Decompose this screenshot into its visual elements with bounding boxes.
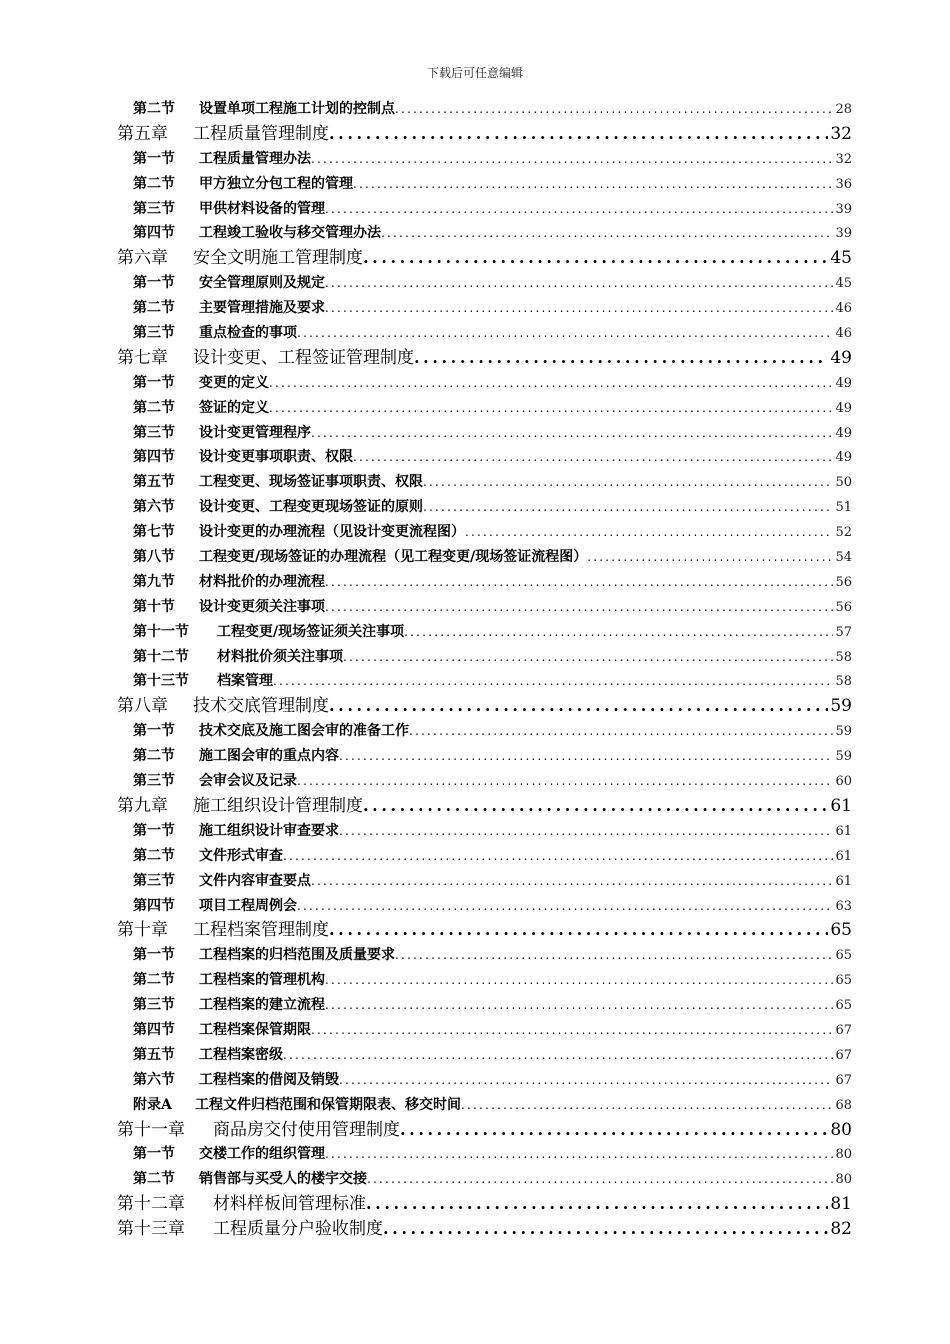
toc-dot-leader xyxy=(325,968,833,993)
toc-entry-label xyxy=(133,943,395,968)
toc-dot-leader xyxy=(404,620,833,645)
toc-dot-leader xyxy=(325,197,833,222)
toc-page-number: 46 xyxy=(835,326,852,342)
toc-entry-title: 技术交底及施工图会审的准备工作 xyxy=(199,723,409,740)
toc-dot-leader xyxy=(325,595,833,620)
toc-entry-number: 第十二章 xyxy=(117,1194,185,1215)
toc-entry-number: 第一节 xyxy=(133,275,175,292)
toc-entry-title: 设计变更管理程序 xyxy=(199,424,311,441)
toc-section-entry[interactable] xyxy=(117,620,852,645)
toc-entry-number: 第五节 xyxy=(133,1046,175,1063)
toc-entry-label xyxy=(133,545,587,570)
toc-section-entry[interactable] xyxy=(117,869,852,894)
toc-section-entry[interactable] xyxy=(117,495,852,520)
toc-page-number: 56 xyxy=(835,599,852,615)
toc-entry-number: 第八章 xyxy=(117,696,168,717)
toc-entry-title: 材料批价须关注事项 xyxy=(217,648,343,665)
toc-page-number: 49 xyxy=(835,400,852,416)
toc-page-number: 60 xyxy=(835,774,852,790)
toc-page-number: 80 xyxy=(835,1172,852,1188)
toc-entry-title: 工程档案的建立流程 xyxy=(199,997,325,1014)
toc-entry-title: 主要管理措施及要求 xyxy=(199,300,325,317)
toc-section-entry[interactable] xyxy=(117,147,852,172)
toc-section-entry[interactable] xyxy=(117,396,852,421)
toc-dot-leader xyxy=(325,296,833,321)
toc-page-number: 59 xyxy=(830,696,852,717)
toc-dot-leader xyxy=(297,321,833,346)
toc-entry-label xyxy=(133,1068,339,1093)
toc-entry-number: 第九节 xyxy=(133,573,175,590)
toc-entry-title: 工程档案的借阅及销毁 xyxy=(199,1071,339,1088)
toc-entry-number: 第二节 xyxy=(133,1171,175,1188)
toc-entry-number: 第六章 xyxy=(117,248,168,269)
toc-dot-leader xyxy=(311,869,833,894)
toc-chapter-entry[interactable] xyxy=(117,918,852,943)
toc-entry-number: 第五节 xyxy=(133,474,175,491)
toc-entry-title: 工程变更/现场签证须关注事项 xyxy=(217,623,405,640)
toc-entry-title: 交楼工作的组织管理 xyxy=(199,1146,325,1163)
toc-page-number: 45 xyxy=(835,276,852,292)
toc-dot-leader xyxy=(325,993,833,1018)
toc-entry-number: 第六节 xyxy=(133,499,175,516)
table-of-contents xyxy=(117,97,852,1242)
toc-entry-label xyxy=(117,1118,400,1143)
toc-dot-leader xyxy=(269,396,833,421)
toc-entry-number: 第四节 xyxy=(133,225,175,242)
toc-section-entry[interactable] xyxy=(117,97,852,122)
toc-section-entry[interactable] xyxy=(117,669,852,694)
toc-section-entry[interactable] xyxy=(117,819,852,844)
toc-page-number: 80 xyxy=(835,1147,852,1163)
toc-section-entry[interactable] xyxy=(117,1068,852,1093)
toc-entry-title: 材料批价的办理流程 xyxy=(199,573,325,590)
toc-entry-title: 商品房交付使用管理制度 xyxy=(213,1119,400,1140)
toc-entry-title: 工程变更/现场签证的办理流程（见工程变更/现场签证流程图） xyxy=(199,549,588,566)
toc-dot-leader xyxy=(353,445,833,470)
toc-chapter-entry[interactable] xyxy=(117,1192,852,1217)
toc-chapter-entry[interactable] xyxy=(117,122,852,147)
toc-entry-label xyxy=(133,221,381,246)
toc-entry-label xyxy=(133,321,297,346)
toc-section-entry[interactable] xyxy=(117,1142,852,1167)
toc-dot-leader xyxy=(423,470,833,495)
toc-page-number: 51 xyxy=(835,500,852,516)
toc-page-number: 67 xyxy=(835,1072,852,1088)
toc-entry-label xyxy=(133,1093,461,1118)
toc-entry-label xyxy=(133,819,339,844)
toc-page-number: 49 xyxy=(830,347,852,368)
toc-entry-number: 第二节 xyxy=(133,399,175,416)
toc-entry-number: 第六节 xyxy=(133,1071,175,1088)
toc-entry-title: 工程质量管理办法 xyxy=(199,150,311,167)
toc-dot-leader xyxy=(283,1043,833,1068)
toc-dot-leader xyxy=(269,371,833,396)
toc-entry-label xyxy=(133,147,311,172)
toc-dot-leader xyxy=(329,918,828,943)
toc-entry-label xyxy=(133,844,283,869)
page-header-note: 下载后可任意编辑 xyxy=(426,66,523,80)
toc-entry-label xyxy=(133,371,269,396)
toc-entry-title: 重点检查的事项 xyxy=(199,325,297,342)
toc-section-entry[interactable] xyxy=(117,993,852,1018)
toc-section-entry[interactable] xyxy=(117,172,852,197)
toc-entry-label xyxy=(133,1167,367,1192)
toc-dot-leader xyxy=(273,669,833,694)
toc-section-entry[interactable] xyxy=(117,520,852,545)
toc-page-number: 52 xyxy=(835,525,852,541)
toc-page-number: 32 xyxy=(835,151,852,167)
toc-entry-title: 材料样板间管理标准 xyxy=(213,1194,366,1215)
toc-dot-leader xyxy=(409,719,833,744)
toc-section-entry[interactable] xyxy=(117,1043,852,1068)
toc-entry-label xyxy=(133,495,423,520)
toc-section-entry[interactable] xyxy=(117,470,852,495)
toc-dot-leader xyxy=(339,1068,833,1093)
toc-dot-leader xyxy=(400,1118,828,1143)
toc-section-entry[interactable] xyxy=(117,1167,852,1192)
toc-page-number: 61 xyxy=(835,873,852,889)
toc-entry-title: 施工组织设计审查要求 xyxy=(199,822,339,839)
toc-entry-title: 签证的定义 xyxy=(199,399,269,416)
toc-section-entry[interactable] xyxy=(117,545,852,570)
toc-entry-title: 文件内容审查要点 xyxy=(199,872,311,889)
toc-section-entry[interactable] xyxy=(117,1018,852,1043)
toc-entry-number: 第三节 xyxy=(133,773,175,790)
toc-dot-leader xyxy=(465,520,833,545)
toc-entry-label xyxy=(117,1192,366,1217)
toc-entry-title: 甲方独立分包工程的管理 xyxy=(199,175,353,192)
toc-page-number: 59 xyxy=(835,749,852,765)
toc-dot-leader xyxy=(329,694,828,719)
toc-entry-label xyxy=(117,694,329,719)
toc-page-number: 49 xyxy=(835,425,852,441)
toc-page-number: 63 xyxy=(835,898,852,914)
toc-entry-title: 施工组织设计管理制度 xyxy=(193,795,363,816)
toc-section-entry[interactable] xyxy=(117,645,852,670)
toc-section-entry[interactable] xyxy=(117,844,852,869)
toc-entry-label xyxy=(117,246,363,271)
toc-entry-number: 第一节 xyxy=(133,374,175,391)
toc-dot-leader xyxy=(423,495,833,520)
toc-entry-title: 项目工程周例会 xyxy=(199,897,297,914)
toc-entry-label xyxy=(133,869,311,894)
toc-page-number: 80 xyxy=(830,1119,852,1140)
toc-page-number: 46 xyxy=(835,301,852,317)
toc-entry-title: 工程档案管理制度 xyxy=(193,920,329,941)
toc-entry-number: 第十一节 xyxy=(133,623,189,640)
toc-entry-title: 工程变更、现场签证事项职责、权限 xyxy=(199,474,423,491)
toc-section-entry[interactable] xyxy=(117,271,852,296)
toc-dot-leader xyxy=(297,769,833,794)
toc-entry-label xyxy=(133,445,353,470)
toc-dot-leader xyxy=(297,894,833,919)
toc-entry-title: 工程竣工验收与移交管理办法 xyxy=(199,225,381,242)
toc-entry-title: 销售部与买受人的楼宇交接 xyxy=(199,1171,367,1188)
toc-dot-leader xyxy=(587,545,833,570)
toc-entry-title: 工程质量分户验收制度 xyxy=(213,1219,383,1240)
toc-entry-number: 第一节 xyxy=(133,947,175,964)
toc-entry-title: 设计变更、工程签证管理制度 xyxy=(193,347,414,368)
toc-entry-title: 变更的定义 xyxy=(199,374,269,391)
toc-section-entry[interactable] xyxy=(117,719,852,744)
toc-entry-title: 工程档案密级 xyxy=(199,1046,283,1063)
toc-page-number: 61 xyxy=(835,848,852,864)
toc-page-number: 67 xyxy=(835,1022,852,1038)
toc-dot-leader xyxy=(363,246,828,271)
toc-entry-number: 第十三章 xyxy=(117,1219,185,1240)
toc-entry-number: 第四节 xyxy=(133,1021,175,1038)
toc-entry-number: 第三节 xyxy=(133,325,175,342)
toc-section-entry[interactable] xyxy=(117,1093,852,1118)
toc-section-entry[interactable] xyxy=(117,968,852,993)
toc-entry-title: 安全管理原则及规定 xyxy=(199,275,325,292)
toc-page-number: 65 xyxy=(835,998,852,1014)
toc-entry-label xyxy=(133,172,353,197)
toc-entry-title: 施工图会审的重点内容 xyxy=(199,748,339,765)
toc-entry-number: 第五章 xyxy=(117,123,168,144)
toc-entry-label xyxy=(117,1217,383,1242)
toc-page-number: 65 xyxy=(830,920,852,941)
toc-entry-label xyxy=(133,470,423,495)
toc-entry-number: 第十章 xyxy=(117,920,168,941)
toc-entry-title: 工程档案的归档范围及质量要求 xyxy=(199,947,395,964)
toc-dot-leader xyxy=(311,147,833,172)
toc-chapter-entry[interactable] xyxy=(117,794,852,819)
toc-section-entry[interactable] xyxy=(117,296,852,321)
toc-entry-number: 第二节 xyxy=(133,972,175,989)
toc-entry-label xyxy=(117,794,363,819)
toc-entry-label xyxy=(133,421,311,446)
toc-entry-label xyxy=(133,1018,311,1043)
toc-entry-number: 第十一章 xyxy=(117,1119,185,1140)
toc-entry-label xyxy=(133,669,273,694)
toc-entry-number: 第三节 xyxy=(133,200,175,217)
toc-entry-label xyxy=(117,122,329,147)
toc-entry-label xyxy=(133,620,404,645)
toc-entry-label xyxy=(133,719,409,744)
toc-page-number: 65 xyxy=(835,948,852,964)
toc-dot-leader xyxy=(329,122,828,147)
toc-section-entry[interactable] xyxy=(117,197,852,222)
toc-section-entry[interactable] xyxy=(117,943,852,968)
toc-entry-number: 第七节 xyxy=(133,524,175,541)
toc-page-number: 58 xyxy=(835,649,852,665)
toc-entry-number: 第二节 xyxy=(133,748,175,765)
toc-section-entry[interactable] xyxy=(117,570,852,595)
toc-entry-label xyxy=(133,197,325,222)
toc-section-entry[interactable] xyxy=(117,445,852,470)
toc-entry-title: 工程档案保管期限 xyxy=(199,1021,311,1038)
toc-entry-number: 第九章 xyxy=(117,795,168,816)
toc-dot-leader xyxy=(366,1192,828,1217)
toc-page-number: 39 xyxy=(835,226,852,242)
toc-entry-label xyxy=(133,894,297,919)
toc-entry-title: 技术交底管理制度 xyxy=(193,696,329,717)
toc-dot-leader xyxy=(381,221,833,246)
toc-page-number: 57 xyxy=(835,624,852,640)
toc-entry-title: 工程质量管理制度 xyxy=(193,123,329,144)
toc-entry-title: 会审会议及记录 xyxy=(199,773,297,790)
toc-entry-label xyxy=(133,968,325,993)
toc-dot-leader xyxy=(363,794,828,819)
toc-page-number: 36 xyxy=(835,176,852,192)
toc-entry-number: 第一节 xyxy=(133,150,175,167)
toc-entry-number: 附录A xyxy=(133,1096,172,1113)
toc-entry-label xyxy=(117,918,329,943)
toc-page-number: 56 xyxy=(835,574,852,590)
toc-entry-number: 第二节 xyxy=(133,847,175,864)
toc-chapter-entry[interactable] xyxy=(117,694,852,719)
toc-entry-label xyxy=(133,520,465,545)
toc-dot-leader xyxy=(311,1018,833,1043)
toc-entry-number: 第二节 xyxy=(133,175,175,192)
toc-entry-number: 第七章 xyxy=(117,347,168,368)
toc-page-number: 45 xyxy=(830,248,852,269)
toc-page-number: 59 xyxy=(835,724,852,740)
toc-entry-number: 第十二节 xyxy=(133,648,189,665)
toc-section-entry[interactable] xyxy=(117,769,852,794)
toc-entry-number: 第三节 xyxy=(133,997,175,1014)
toc-dot-leader xyxy=(339,744,833,769)
toc-section-entry[interactable] xyxy=(117,744,852,769)
toc-chapter-entry[interactable] xyxy=(117,1118,852,1143)
toc-entry-number: 第一节 xyxy=(133,1146,175,1163)
toc-entry-label xyxy=(133,645,343,670)
toc-page-number: 49 xyxy=(835,450,852,466)
toc-chapter-entry[interactable] xyxy=(117,346,852,371)
toc-entry-title: 甲供材料设备的管理 xyxy=(199,200,325,217)
toc-dot-leader xyxy=(283,844,833,869)
toc-dot-leader xyxy=(325,271,833,296)
toc-entry-label xyxy=(133,744,339,769)
toc-entry-number: 第八节 xyxy=(133,549,175,566)
toc-page-number: 49 xyxy=(835,375,852,391)
toc-dot-leader xyxy=(353,172,833,197)
toc-entry-title: 文件形式审查 xyxy=(199,847,283,864)
toc-entry-label xyxy=(133,271,325,296)
toc-dot-leader xyxy=(414,346,828,371)
toc-page-number: 54 xyxy=(835,550,852,566)
toc-page-number: 39 xyxy=(835,201,852,217)
toc-dot-leader xyxy=(311,421,833,446)
toc-entry-title: 设计变更须关注事项 xyxy=(199,598,325,615)
toc-page-number: 50 xyxy=(835,475,852,491)
toc-entry-number: 第二节 xyxy=(133,300,175,317)
toc-entry-label xyxy=(133,993,325,1018)
toc-page-number: 65 xyxy=(835,973,852,989)
toc-dot-leader xyxy=(383,1217,828,1242)
toc-section-entry[interactable] xyxy=(117,221,852,246)
toc-entry-title: 设计变更事项职责、权限 xyxy=(199,449,353,466)
toc-dot-leader xyxy=(367,1167,833,1192)
toc-page-number: 32 xyxy=(830,123,852,144)
toc-dot-leader xyxy=(325,570,833,595)
toc-section-entry[interactable] xyxy=(117,894,852,919)
toc-entry-number: 第十节 xyxy=(133,598,175,615)
toc-entry-number: 第三节 xyxy=(133,424,175,441)
toc-page-number: 67 xyxy=(835,1047,852,1063)
toc-entry-number: 第四节 xyxy=(133,897,175,914)
toc-entry-label xyxy=(133,1043,283,1068)
toc-entry-label xyxy=(133,296,325,321)
toc-entry-title: 设置单项工程施工计划的控制点 xyxy=(199,101,395,117)
toc-entry-title: 档案管理 xyxy=(217,673,273,690)
toc-entry-number: 第十三节 xyxy=(133,673,189,690)
toc-entry-label xyxy=(133,570,325,595)
toc-entry-label xyxy=(133,595,325,620)
toc-entry-label xyxy=(133,97,395,122)
toc-entry-label xyxy=(133,769,297,794)
toc-section-entry[interactable] xyxy=(117,595,852,620)
toc-page-number: 28 xyxy=(835,102,852,117)
toc-entry-number: 第一节 xyxy=(133,723,175,740)
toc-page-number: 81 xyxy=(830,1194,852,1215)
toc-dot-leader xyxy=(339,819,833,844)
toc-entry-label xyxy=(117,346,414,371)
toc-page-number: 61 xyxy=(835,823,852,839)
toc-entry-number: 第一节 xyxy=(133,822,175,839)
toc-dot-leader xyxy=(461,1093,833,1118)
toc-entry-title: 工程文件归档范围和保管期限表、移交时间 xyxy=(195,1096,461,1113)
toc-dot-leader xyxy=(395,943,833,968)
toc-dot-leader xyxy=(343,645,833,670)
toc-entry-title: 安全文明施工管理制度 xyxy=(193,248,363,269)
toc-dot-leader xyxy=(325,1142,833,1167)
toc-entry-title: 设计变更的办理流程（见设计变更流程图） xyxy=(199,524,465,541)
toc-entry-number: 第三节 xyxy=(133,872,175,889)
toc-entry-title: 工程档案的管理机构 xyxy=(199,972,325,989)
toc-page-number: 82 xyxy=(830,1219,852,1240)
toc-section-entry[interactable] xyxy=(117,321,852,346)
toc-dot-leader xyxy=(395,97,833,122)
toc-page-number: 68 xyxy=(835,1097,852,1113)
toc-entry-number: 第二节 xyxy=(133,101,175,117)
toc-entry-number: 第四节 xyxy=(133,449,175,466)
toc-chapter-entry[interactable] xyxy=(117,1217,852,1242)
toc-page-number: 61 xyxy=(830,795,852,816)
toc-entry-label xyxy=(133,1142,325,1167)
toc-entry-title: 设计变更、工程变更现场签证的原则 xyxy=(199,499,423,516)
toc-entry-label xyxy=(133,396,269,421)
toc-chapter-entry[interactable] xyxy=(117,246,852,271)
toc-section-entry[interactable] xyxy=(117,421,852,446)
toc-section-entry[interactable] xyxy=(117,371,852,396)
toc-page-number: 58 xyxy=(835,674,852,690)
